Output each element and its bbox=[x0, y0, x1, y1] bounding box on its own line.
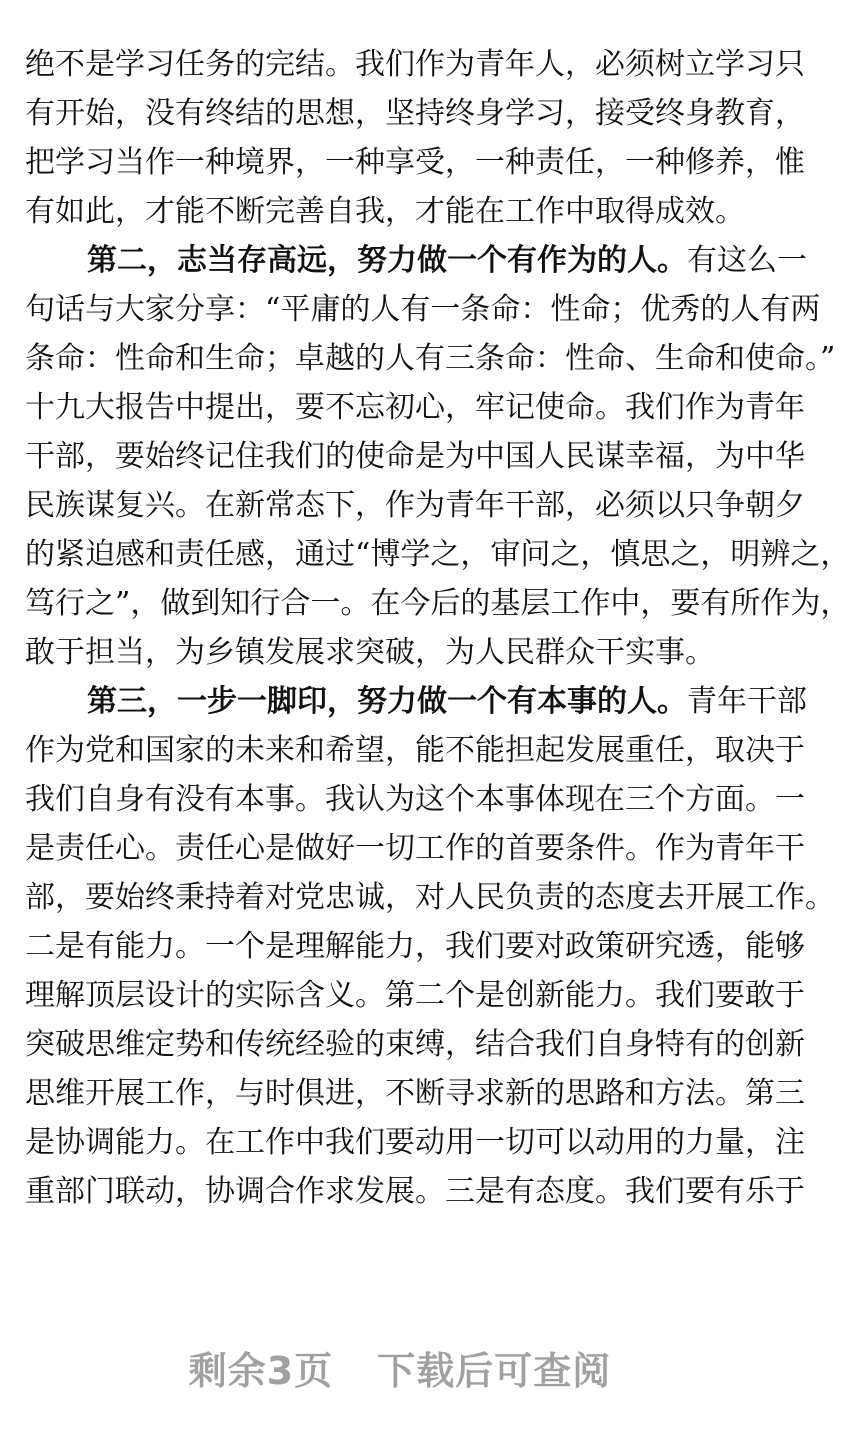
text-line: 重部门联动，协调合作求发展。三是有态度。我们要有乐于 bbox=[25, 1174, 805, 1209]
section-heading: 第三，一步一脚印，努力做一个有本事的人。 bbox=[87, 684, 687, 719]
text-line: 干部，要始终记住我们的使命是为中国人民谋幸福，为中华 bbox=[25, 439, 805, 474]
section-heading: 第二，志当存高远，努力做一个有作为的人。 bbox=[87, 243, 687, 278]
download-prompt[interactable] bbox=[0, 1340, 800, 1395]
text-fragment: 青年干部 bbox=[687, 684, 807, 719]
text-line: 绝不是学习任务的完结。我们作为青年人，必须树立学习只 bbox=[25, 47, 805, 82]
text-line: 有开始，没有终结的思想，坚持终身学习，接受终身教育， bbox=[25, 96, 805, 131]
text-line: 理解顶层设计的实际含义。第二个是创新能力。我们要敢于 bbox=[25, 978, 805, 1013]
text-line: 的紧迫感和责任感，通过“博学之，审问之，慎思之，明辨之， bbox=[25, 537, 850, 572]
text-line: 我们自身有没有本事。我认为这个本事体现在三个方面。一 bbox=[25, 782, 805, 817]
paragraph-1 bbox=[25, 40, 805, 236]
paragraph-2 bbox=[25, 236, 850, 677]
text-line: 突破思维定势和传统经验的束缚，结合我们自身特有的创新 bbox=[25, 1027, 805, 1062]
text-line bbox=[25, 677, 807, 726]
paragraph-3 bbox=[25, 677, 835, 1216]
text-line: 把学习当作一种境界，一种享受，一种责任，一种修养，惟 bbox=[25, 145, 805, 180]
text-line: 敢于担当，为乡镇发展求突破，为人民群众干实事。 bbox=[25, 635, 715, 670]
text-line: 条命：性命和生命；卓越的人有三条命：性命、生命和使命。” bbox=[25, 341, 836, 376]
document-page bbox=[25, 40, 850, 1216]
download-to-view-label[interactable]: 下载后可查阅 bbox=[377, 1349, 612, 1393]
text-line: 有如此，才能不断完善自我，才能在工作中取得成效。 bbox=[25, 194, 745, 229]
text-line: 句话与大家分享：“平庸的人有一条命：性命；优秀的人有两 bbox=[25, 292, 821, 327]
text-line: 民族谋复兴。在新常态下，作为青年干部，必须以只争朝夕 bbox=[25, 488, 805, 523]
text-line: 作为党和国家的未来和希望，能不能担起发展重任，取决于 bbox=[25, 733, 805, 768]
text-line: 是责任心。责任心是做好一切工作的首要条件。作为青年干 bbox=[25, 831, 805, 866]
text-line: 是协调能力。在工作中我们要动用一切可以动用的力量，注 bbox=[25, 1125, 805, 1160]
text-line: 部，要始终秉持着对党忠诚，对人民负责的态度去开展工作。 bbox=[25, 880, 835, 915]
text-line: 十九大报告中提出，要不忘初心，牢记使命。我们作为青年 bbox=[25, 390, 805, 425]
text-line: 思维开展工作，与时俱进，不断寻求新的思路和方法。第三 bbox=[25, 1076, 805, 1111]
text-line: 笃行之”，做到知行合一。在今后的基层工作中，要有所作为， bbox=[25, 586, 850, 621]
remaining-pages-label: 剩余3页 bbox=[188, 1349, 334, 1393]
text-line: 二是有能力。一个是理解能力，我们要对政策研究透，能够 bbox=[25, 929, 805, 964]
text-line bbox=[25, 236, 807, 285]
text-fragment: 有这么一 bbox=[687, 243, 807, 278]
